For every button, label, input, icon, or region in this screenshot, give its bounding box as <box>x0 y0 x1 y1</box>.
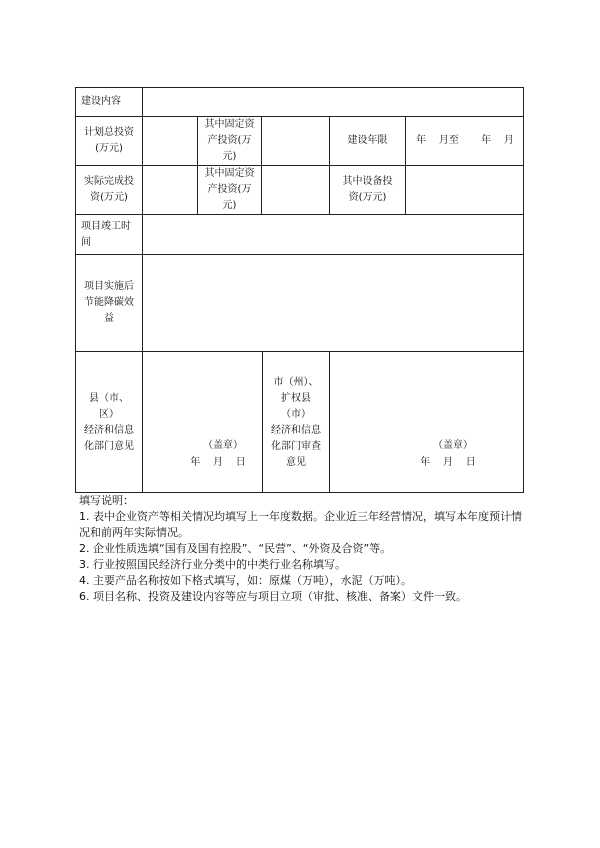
actual-investment-field[interactable] <box>142 165 197 214</box>
planned-fixed-asset-investment-label: 其中固定资 产投资(万 元) <box>197 116 261 165</box>
instruction-item: 3. 行业按照国民经济行业分类中的中类行业名称填写。 <box>79 558 346 571</box>
construction-period-field[interactable]: 年 月至 年 月 <box>405 116 524 165</box>
construction-content-label: 建设内容 <box>75 87 142 116</box>
carbon-reduction-benefit-label: 项目实施后 节能降碳效 益 <box>75 254 142 351</box>
actual-investment-label: 实际完成投 资(万元) <box>75 165 142 214</box>
construction-period-label: 建设年限 <box>329 116 405 165</box>
completion-time-label: 项目竣工时 间 <box>75 214 142 254</box>
county-opinion-field[interactable] <box>142 351 262 493</box>
county-stamp-text: （盖章） <box>203 440 243 451</box>
instructions-heading: 填写说明： <box>79 494 134 507</box>
planned-total-investment-field[interactable] <box>142 116 197 165</box>
instruction-item: 4. 主要产品名称按如下格式填写，如：原煤（万吨），水泥（万吨）。 <box>79 574 412 587</box>
instruction-item: 6. 项目名称、投资及建设内容等应与项目立项（审批、核准、备案）文件一致。 <box>79 590 467 603</box>
county-date-text: 年 月 日 <box>190 457 246 468</box>
city-stamp-text: （盖章） <box>433 440 473 451</box>
actual-fixed-asset-investment-field[interactable] <box>261 165 329 214</box>
construction-content-field[interactable] <box>142 87 524 116</box>
planned-total-investment-label: 计划总投资 (万元) <box>75 116 142 165</box>
fill-instructions <box>79 493 529 605</box>
table-right-border <box>523 87 524 493</box>
instruction-item: 1. 表中企业资产等相关情况均填写上一年度数据。企业近三年经营情况，填写本年度预计情况和前两年实际情况。 <box>79 510 522 539</box>
carbon-reduction-benefit-field[interactable] <box>142 254 524 351</box>
project-form-table <box>75 87 524 493</box>
equipment-investment-label: 其中设备投 资(万元) <box>329 165 405 214</box>
completion-time-field[interactable] <box>142 214 524 254</box>
city-date-text: 年 月 日 <box>420 457 476 468</box>
city-review-opinion-label: 市（州）、 扩权县（市） 经济和信息 化部门审查 意见 <box>262 351 329 493</box>
planned-fixed-asset-investment-field[interactable] <box>261 116 329 165</box>
county-opinion-label: 县（市、区） 经济和信息 化部门意见 <box>75 351 142 493</box>
actual-fixed-asset-investment-label: 其中固定资 产投资(万 元) <box>197 165 261 214</box>
equipment-investment-field[interactable] <box>405 165 524 214</box>
city-review-opinion-field[interactable] <box>329 351 524 493</box>
instruction-item: 2. 企业性质选填“国有及国有控股”、“民营”、“外资及合资”等。 <box>79 542 392 555</box>
